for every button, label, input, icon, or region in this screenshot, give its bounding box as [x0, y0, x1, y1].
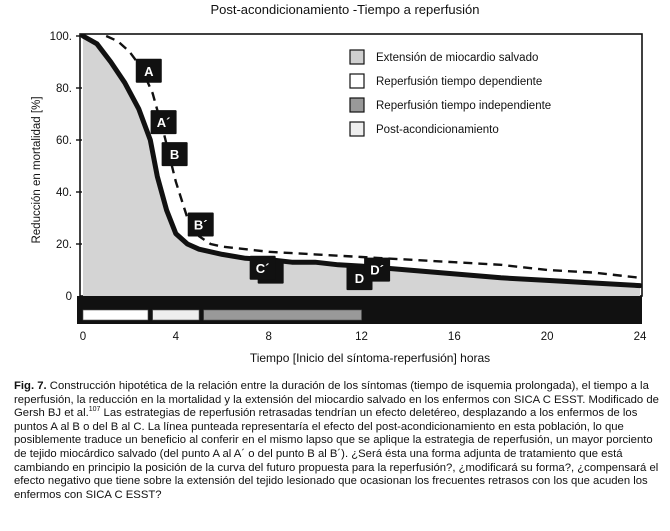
y-tick-label: 20. [56, 239, 72, 251]
point-label-a [136, 59, 162, 83]
svg-text:D: D [354, 271, 365, 287]
point-label-d-prime [364, 258, 390, 282]
svg-text:D´: D´ [370, 262, 384, 278]
x-tick-label: 8 [265, 331, 272, 343]
caption-text-1: Construcción hipotética de la relación entre la duración de los síntomas (tiempo de isquemia prolongada), el tiempo a la reperfusión, la reducción en la mortalidad y la extensión del miocardio salvado en los enfermos con SICA C ESST. Modificado de Gersh BJ et al. [14, 380, 659, 420]
x-axis-label: Tiempo [Inicio del síntoma-reperfusión] horas [249, 351, 491, 365]
figure-caption [14, 380, 664, 502]
x-tick-label: 24 [633, 331, 647, 343]
legend-swatch [350, 122, 364, 136]
x-tick-label: 0 [79, 331, 87, 343]
svg-text:B: B [169, 147, 180, 163]
legend-swatch [350, 74, 364, 88]
x-tick-label: 16 [447, 331, 461, 343]
svg-text:C´: C´ [255, 260, 270, 276]
legend-label: Extensión de miocardio salvado [376, 52, 539, 64]
svg-text:A: A [144, 63, 154, 79]
point-label-b-prime [188, 213, 214, 237]
bar-segment-1 [83, 310, 148, 320]
y-tick-label: 60. [56, 135, 72, 147]
caption-reference: 107 [88, 406, 101, 414]
caption-text-2: Las estrategias de reperfusión retrasadas tendrían un efecto deletéreo, desplazando a los enfermos de los puntos A al B o del B al C. La línea punteada representaría el efecto del post-acondicionamiento en esta población, lo que posiblemente traduce un beneficio al conferir en el mismo lapso que se aplique la estrategia de reperfusión, un mayor porciento de tejido miocárdico salvado (del punto A al A´ o del punto B al B´). ¿Será ésta una forma adjunta de tratamiento que está cambiando en principio la posición de la curva del futuro propuesta para la reperfusión?, ¿modificará su forma?, ¿compensará el efecto negativo que tiene sobre la extensión del tejido lesionado que ocasionan los frecuentes retrasos con los que acuden los enfermos con SICA C ESST? [14, 407, 659, 501]
legend-swatch [350, 50, 364, 64]
svg-text:A´: A´ [156, 115, 171, 131]
legend-label: Post-acondicionamiento [376, 124, 499, 136]
y-tick-label: 80. [56, 83, 72, 95]
x-tick-label: 20 [540, 331, 554, 343]
bar-segment-2 [153, 310, 199, 320]
point-label-b [162, 142, 188, 166]
point-label-c-prime [250, 256, 276, 280]
legend-label: Reperfusión tiempo dependiente [376, 76, 543, 88]
y-tick-label: 0 [65, 291, 72, 303]
point-label-a-prime [151, 110, 177, 134]
legend-label: Reperfusión tiempo independiente [376, 100, 552, 112]
x-tick-label: 12 [355, 331, 368, 343]
svg-text:B´: B´ [193, 217, 208, 233]
caption-lead: Fig. 7. [14, 380, 47, 392]
y-tick-label: 100. [49, 31, 72, 43]
chart-title: Post-acondicionamiento -Tiempo a reperfusión [210, 2, 480, 17]
bar-segment-3 [204, 310, 362, 320]
x-tick-label: 4 [172, 331, 180, 343]
y-axis-label: Reducción en mortalidad [%] [31, 96, 43, 244]
legend [340, 40, 638, 146]
y-tick-label: 40. [56, 187, 72, 199]
legend-swatch [350, 98, 364, 112]
